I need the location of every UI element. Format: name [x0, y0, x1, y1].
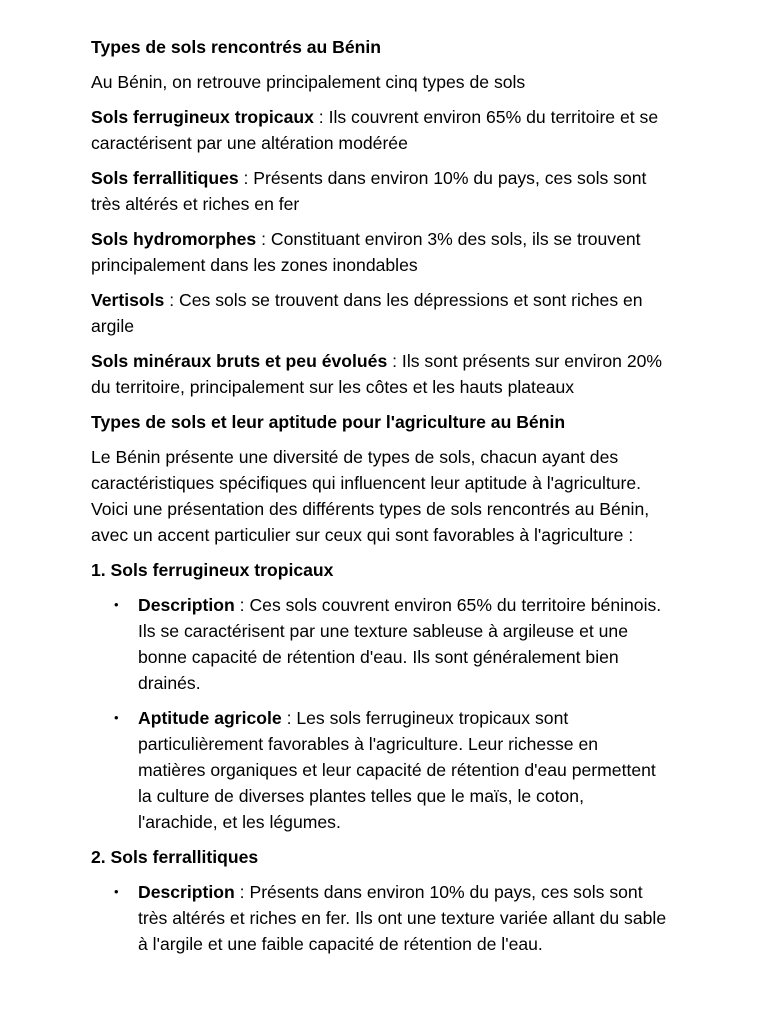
soil-description: : Présents dans environ 10% du pays, ces sols sont très altérés et riches en fer — [91, 168, 647, 214]
list-item-text: : Les sols ferrugineux tropicaux sont particulièrement favorables à l'agriculture. Leur richesse en matières organiques et leur capacité de rétention d'eau permettent la culture de diverses plantes telles que le maïs, le coton, l'arachide, et les légumes. — [138, 708, 656, 832]
soil-paragraph — [91, 348, 668, 400]
soil-paragraph — [91, 287, 668, 339]
list-item — [138, 592, 668, 696]
soil-paragraph — [91, 165, 668, 217]
soil-paragraph — [91, 104, 668, 156]
section-heading-agriculture: Types de sols et leur aptitude pour l'agriculture au Bénin — [91, 412, 566, 432]
soil-term: Sols ferrallitiques — [91, 168, 239, 188]
soil-paragraph — [91, 226, 668, 278]
soil-description: : Constituant environ 3% des sols, ils se trouvent principalement dans les zones inondables — [91, 229, 641, 275]
list-item-text: : Ces sols couvrent environ 65% du territoire béninois. Ils se caractérisent par une texture sableuse à argileuse et une bonne capacité de rétention d'eau. Ils sont généralement bien drainés. — [138, 595, 662, 693]
bullet-list — [91, 592, 668, 835]
soil-description: : Ces sols se trouvent dans les dépressions et sont riches en argile — [91, 290, 643, 336]
list-item-term: Aptitude agricole — [138, 708, 282, 728]
list-item-text: : Présents dans environ 10% du pays, ces sols sont très altérés et riches en fer. Ils ont une texture variée allant du sable à l'argile et une faible capacité de rétention de l'eau. — [138, 882, 667, 954]
soil-term: Vertisols — [91, 290, 165, 310]
soil-term: Sols hydromorphes — [91, 229, 257, 249]
intro-paragraph-agriculture: Le Bénin présente une diversité de types de sols, chacun ayant des caractéristiques spécifiques qui influencent leur aptitude à l'agriculture. Voici une présentation des différents types de sols rencontrés au Bénin, avec un accent particulier sur ceux qui sont favorables à l'agriculture : — [91, 447, 650, 545]
list-item — [138, 879, 668, 957]
soil-description: : Ils couvrent environ 65% du territoire et se caractérisent par une altération modérée — [91, 107, 659, 153]
subsection-title: 1. Sols ferrugineux tropicaux — [91, 560, 334, 580]
list-item-term: Description — [138, 595, 235, 615]
section-heading-soil-types: Types de sols rencontrés au Bénin — [91, 37, 382, 57]
intro-paragraph: Au Bénin, on retrouve principalement cinq types de sols — [91, 72, 526, 92]
bullet-list — [91, 879, 668, 957]
list-item-term: Description — [138, 882, 235, 902]
subsection-title: 2. Sols ferrallitiques — [91, 847, 259, 867]
soil-term: Sols minéraux bruts et peu évolués — [91, 351, 388, 371]
list-item — [138, 705, 668, 835]
soil-description: : Ils sont présents sur environ 20% du territoire, principalement sur les côtes et les hauts plateaux — [91, 351, 663, 397]
soil-term: Sols ferrugineux tropicaux — [91, 107, 314, 127]
